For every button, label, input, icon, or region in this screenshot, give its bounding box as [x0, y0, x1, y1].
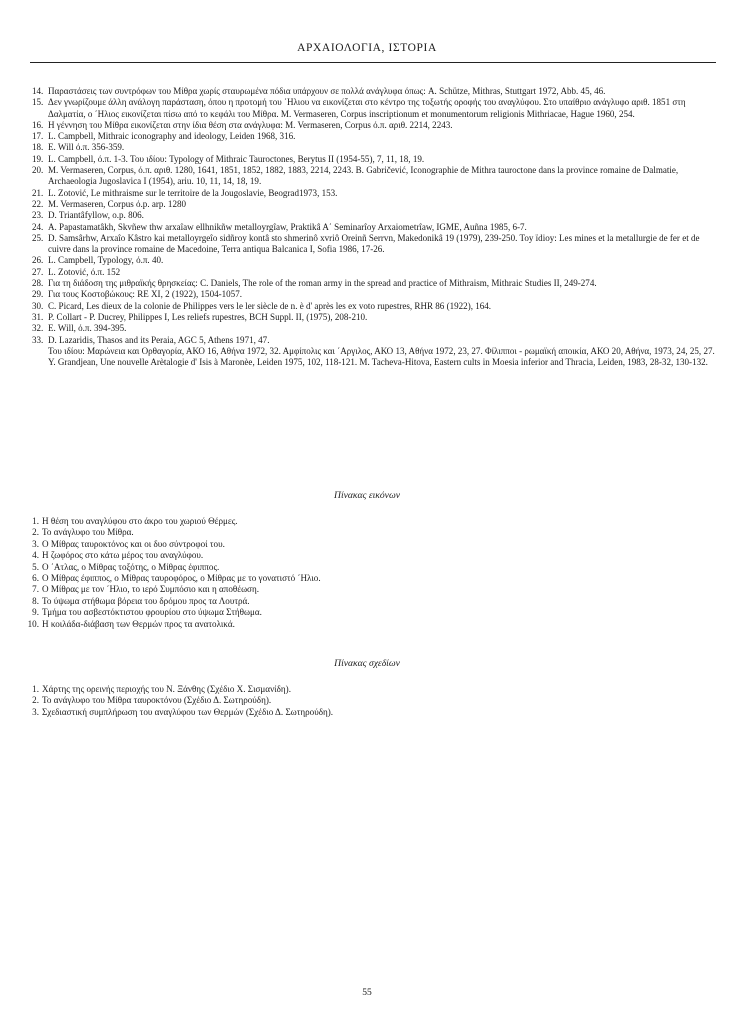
drawing-list-item-text: Το ανάγλυφο του Μίθρα ταυροκτόνου (Σχέδιο Δ. Σωτηρούδη). — [42, 695, 272, 706]
endnote-text: L. Campbell, ό.π. 1-3. Του ιδίου: Typology of Mithraic Tauroctones, Berytus II (1954-55), 7, 11, 18, 19. — [48, 153, 425, 164]
endnote — [32, 267, 716, 278]
figure-list-item-text: Η θέση του αναγλύφου στο άκρο του χωριού Θέρμες. — [42, 516, 238, 526]
endnote — [32, 323, 716, 334]
drawing-list-item-number: 2. — [32, 695, 39, 706]
figure-list-item — [25, 527, 625, 538]
figure-list-item-text: Ο Μίθρας με τον ΄Ηλιο, το ιερό Συμπόσιο και η αποθέωση. — [42, 584, 259, 595]
figure-list-item — [25, 596, 625, 607]
endnote — [32, 301, 716, 312]
figure-list-item-number: 6. — [32, 573, 39, 584]
endnotes-list — [32, 86, 716, 346]
endnote-text: D. Lazaridis, Thasos and its Peraia, AGC 5, Athens 1971, 47. — [48, 334, 270, 345]
endnote-number: 27. — [32, 266, 44, 277]
endnote-number: 23. — [32, 210, 44, 221]
endnote-number: 32. — [32, 323, 44, 334]
endnote-text: Παραστάσεις των συντρόφων του Μίθρα χωρίς σταυρωμένα πόδια υπάρχουν σε πολλά ανάγλυφα όπως: A. Schütze, Mithras, Stuttgart 1972, Abb. 45, 46. — [48, 86, 606, 96]
endnote — [32, 233, 716, 256]
figure-list-item-number: 9. — [32, 607, 39, 618]
figure-list-item-text: Ο ΄Ατλας, ο Μίθρας τοξότης, ο Μίθρας έφιππος. — [42, 561, 220, 572]
endnote — [32, 97, 716, 120]
endnote-text: A. Papastamatâkh, Skvñew thw arxaîaw ellhnikñw metalloyrgîaw, Praktikâ A΄ Seminarîoy Arxaiometrîaw, IGME, Auñna 1985, 6-7. — [48, 221, 527, 232]
endnote-number: 21. — [32, 187, 44, 198]
endnote-number: 25. — [32, 232, 44, 243]
endnote-number: 26. — [32, 255, 44, 266]
endnote-text: Δεν γνωρίζουμε άλλη ανάλογη παράσταση, όπου η προτομή του ΄Ηλιου να εικονίζεται στο κέντρο της τοξωτής οροφής του αναγλύφου. Στο υπαίθριο ανάγλυφο αριθ. 1851 στη Δαλματία, ο ΄Ηλιος εικονίζεται πίσω από το κεφάλι του Μίθρα. M. Vermaseren, Corpus inscriptionum et monumentorum religionis Mithriacae, Hague 1960, 254. — [48, 97, 686, 119]
figure-list-item-number: 2. — [32, 527, 39, 538]
endnote — [32, 199, 716, 210]
endnote-number: 30. — [32, 300, 44, 311]
drawing-list-item-text: Σχεδιαστική συμπλήρωση του αναγλύφου των Θερμών (Σχέδιο Δ. Σωτηρούδη). — [42, 706, 334, 717]
running-header: ΑΡΧΑΙΟΛΟΓΙΑ, ΙΣΤΟΡΙΑ — [297, 42, 437, 54]
figure-list-item — [25, 539, 625, 550]
endnote-text: Η γέννηση του Μίθρα εικονίζεται στην ίδια θέση στα ανάγλυφα: M. Vermaseren, Corpus ό.π. αριθ. 2214, 2243. — [48, 119, 453, 130]
figure-list-item-number: 1. — [32, 516, 39, 526]
endnote — [32, 210, 716, 221]
drawing-list-item-number: 3. — [32, 706, 39, 717]
endnote-number: 29. — [32, 289, 44, 300]
endnote-text: E. Will, ό.π. 394-395. — [48, 323, 127, 334]
drawing-list-item — [25, 684, 625, 695]
endnote-number: 31. — [32, 311, 44, 322]
figure-list-item — [25, 619, 625, 630]
endnote-text: P. Collart - P. Ducrey, Philippes I, Les reliefs rupestres, BCH Suppl. II, (1975), 208-210. — [48, 311, 368, 322]
endnote — [32, 335, 716, 346]
endnote-text: M. Vermaseren, Corpus, ό.π. αριθ. 1280, 1641, 1851, 1852, 1882, 1883, 2214, 2243. B. Gabričević, Iconographie de Mithra tauroctone dans la province romaine de Dalmatie, Archaeologia Jugoslavica I (1954), ariu. 10, 11, 14, 18, 19. — [48, 165, 679, 187]
figure-list-item — [25, 516, 625, 527]
endnote-text: L. Campbell, Mithraic iconography and ideology, Leiden 1968, 316. — [48, 131, 296, 142]
endnote — [32, 289, 716, 300]
figure-list-item-text: Η κοιλάδα-διάβαση των Θερμών προς τα ανατολικά. — [42, 618, 235, 629]
figure-list-item-number: 5. — [32, 561, 39, 572]
endnote-continuation: Του ιδίου: Μαρώνεια και Ορθαγορία, ΑΚΟ 16, Αθήνα 1972, 32. Αμφίπολις και ΄Αργιλος, ΑΚΟ 13, Αθήνα 1972, 23, 27. Φίλιπποι - ρωμαϊκή αποικία, ΑΚΟ 20, Αθήνα, 1973, 24, 25, 27. Y. Grandjean, Une nouvelle Arètalogie d' Isis à Maronèe, Leiden 1975, 102, 118-121. M. Tacheva-Hitova, Eastern cults in Moesia inferior and Thracia, Leiden, 1983, 28-32, 130-132. — [48, 345, 715, 368]
page-number: 55 — [362, 988, 372, 998]
figure-list-item-text: Ο Μίθρας ταυροκτόνος και οι δυο σύντροφοί του. — [42, 538, 225, 549]
header-rule — [30, 62, 716, 63]
figure-list-item-number: 10. — [27, 618, 39, 629]
endnote — [32, 255, 716, 266]
endnote-number: 15. — [32, 97, 44, 108]
endnote-text: L. Campbell, Typology, ό.π. 40. — [48, 255, 164, 266]
endnote — [32, 131, 716, 142]
figure-list-item — [25, 607, 625, 618]
figures-list — [25, 516, 625, 630]
figure-list-item-number: 8. — [32, 595, 39, 606]
endnote-text: C. Picard, Les dieux de la colonie de Philippes vers le ler siècle de n. è d' après les ex voto rupestres, RHR 86 (1922), 164. — [48, 300, 492, 311]
endnotes — [32, 86, 716, 368]
figure-list-item — [25, 550, 625, 561]
endnote-text: D. Triantâfyllow, o.p. 806. — [48, 210, 144, 221]
endnote-text: Για τη διάδοση της μιθραϊκής θρησκείας: C. Daniels, The role of the roman army in the spread and practice of Mithraism, Mithraic Studies II, 249-274. — [48, 278, 597, 289]
drawing-list-item — [25, 707, 625, 718]
endnote-number: 17. — [32, 131, 44, 142]
endnote — [32, 278, 716, 289]
drawing-list-item — [25, 695, 625, 706]
endnote-number: 20. — [32, 165, 44, 176]
figure-list-item — [25, 562, 625, 573]
drawings-table-title: Πίνακας σχεδίων — [334, 658, 400, 669]
figure-list-item-text: Το ύψωμα στήθωμα βόρεια του δρόμου προς τα Λουτρά. — [42, 595, 250, 606]
endnote-text: D. Samsârhw, Arxaîo Kâstro kai metalloyrgeîo sidñroy kontâ sto shmerinô xvriô Oreinñ Serrvn, Makedonikâ 19 (1979), 239-250. Toy ïdioy: Les mines et la metallurgie de fer et de cuivre dans la province romaine de Macedoine, Terra antiqua Balcanica I, Sofia 1986, 17-26. — [48, 232, 700, 255]
figure-list-item-number: 3. — [32, 538, 39, 549]
endnote-text: M. Vermaseren, Corpus ό.p. arp. 1280 — [48, 198, 187, 209]
figure-list-item — [25, 584, 625, 595]
endnote-text: L. Zotović, Le mithraisme sur le territoire de la Jougoslavie, Beograd1973, 153. — [48, 187, 338, 198]
figure-list-item-number: 4. — [32, 550, 39, 561]
endnote — [32, 120, 716, 131]
endnote-number: 18. — [32, 142, 44, 153]
figures-table-title: Πίνακας εικόνων — [334, 490, 400, 501]
drawing-list-item-text: Χάρτης της ορεινής περιοχής του Ν. Ξάνθης (Σχέδιο Χ. Σισμανίδη). — [42, 684, 291, 694]
endnote-text: Για τους Κοστοβώκους: RE XI, 2 (1922), 1504-1057. — [48, 289, 242, 300]
endnote — [32, 222, 716, 233]
figure-list-item-number: 7. — [32, 584, 39, 595]
drawings-list — [25, 684, 625, 718]
figure-list-item-text: Τμήμα του ασβεστόκτιστου φρουρίου στο ύψωμα Στήθωμα. — [42, 607, 262, 618]
figure-list-item-text: Το ανάγλυφο του Μίθρα. — [42, 527, 134, 538]
endnote-number: 28. — [32, 278, 44, 289]
endnote — [32, 165, 716, 188]
endnote-number: 19. — [32, 153, 44, 164]
endnote — [32, 142, 716, 153]
figure-list-item-text: Ο Μίθρας έφιππος, ο Μίθρας ταυροφόρος, ο Μίθρας με το γονατιστό ΄Ηλιο. — [42, 573, 321, 584]
endnote — [32, 86, 716, 97]
endnote-text: L. Zotović, ό.π. 152 — [48, 266, 121, 277]
endnote-text: E. Will ό.π. 356-359. — [48, 142, 125, 153]
endnote-number: 33. — [32, 334, 44, 345]
drawing-list-item-number: 1. — [32, 684, 39, 694]
endnote — [32, 154, 716, 165]
figure-list-item — [25, 573, 625, 584]
endnote-number: 16. — [32, 119, 44, 130]
endnote-number: 24. — [32, 221, 44, 232]
endnote — [32, 312, 716, 323]
endnote-number: 14. — [32, 86, 44, 96]
figure-list-item-text: Η ζωφόρος στο κάτω μέρος του αναγλύφου. — [42, 550, 204, 561]
endnote-number: 22. — [32, 198, 44, 209]
endnote — [32, 188, 716, 199]
